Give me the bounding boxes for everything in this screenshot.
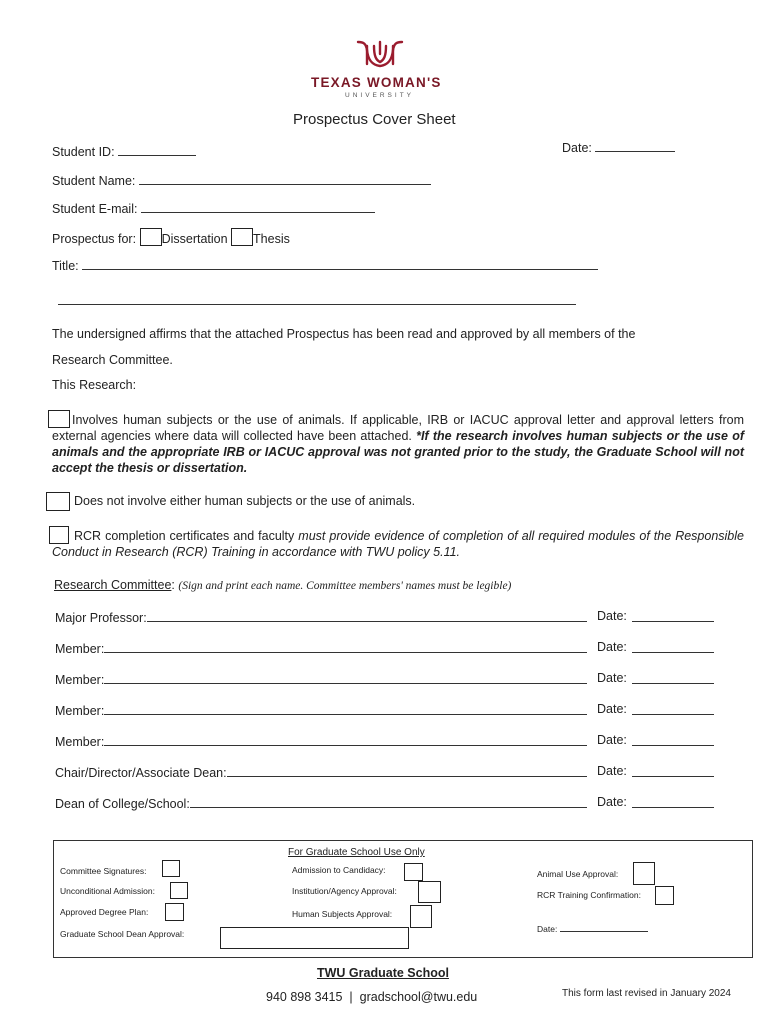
admission-candidacy-label: Admission to Candidacy: bbox=[292, 865, 386, 875]
committee-date-field[interactable] bbox=[632, 764, 714, 777]
committee-signatures-label: Committee Signatures: bbox=[60, 866, 147, 876]
rcr-text bbox=[52, 528, 744, 560]
committee-signature-field[interactable] bbox=[104, 702, 587, 715]
committee-signature-field[interactable] bbox=[104, 640, 587, 653]
dean-approval-label: Graduate School Dean Approval: bbox=[60, 929, 185, 939]
dissertation-label: Dissertation bbox=[161, 232, 228, 246]
footer-email[interactable]: gradschool@twu.edu bbox=[359, 990, 478, 1004]
title-row bbox=[52, 257, 598, 273]
student-id-field[interactable] bbox=[118, 143, 196, 156]
footer-phone: 940 898 3415 bbox=[266, 990, 343, 1004]
committee-signature-field[interactable] bbox=[104, 733, 587, 746]
committee-date-field[interactable] bbox=[632, 733, 714, 746]
dissertation-checkbox[interactable] bbox=[140, 228, 162, 246]
committee-heading: Research Committee bbox=[54, 578, 172, 592]
title-label: Title: bbox=[52, 259, 79, 273]
committee-row bbox=[55, 640, 715, 656]
institution-approval-checkbox[interactable] bbox=[418, 881, 441, 903]
twu-logo-icon bbox=[354, 38, 406, 72]
office-date-row bbox=[537, 923, 648, 934]
footer-separator: | bbox=[349, 990, 353, 1004]
footer-contact bbox=[266, 990, 477, 1004]
committee-row bbox=[55, 671, 715, 687]
student-email-field[interactable] bbox=[141, 200, 375, 213]
footer-revised: This form last revised in January 2024 bbox=[562, 988, 731, 999]
this-research-label: This Research: bbox=[52, 378, 137, 392]
committee-signature-field[interactable] bbox=[147, 609, 587, 622]
committee-role-label: Member: bbox=[55, 735, 105, 749]
title-field-line-2[interactable] bbox=[58, 292, 576, 305]
committee-role-label: Dean of College/School: bbox=[55, 797, 190, 811]
committee-role-label: Member: bbox=[55, 642, 105, 656]
committee-date-label: Date: bbox=[597, 671, 627, 685]
committee-role-label: Member: bbox=[55, 673, 105, 687]
committee-date-label: Date: bbox=[597, 609, 627, 623]
student-email-label: Student E-mail: bbox=[52, 202, 138, 216]
committee-date-label: Date: bbox=[597, 640, 627, 654]
committee-note: (Sign and print each name. Committee members' names must be legible) bbox=[178, 580, 512, 592]
student-id-label: Student ID: bbox=[52, 145, 115, 159]
human-subjects-approval-checkbox[interactable] bbox=[410, 905, 432, 928]
date-field[interactable] bbox=[595, 139, 675, 152]
approved-degree-plan-label: Approved Degree Plan: bbox=[60, 907, 149, 917]
committee-date-field[interactable] bbox=[632, 702, 714, 715]
committee-date-label: Date: bbox=[597, 795, 627, 809]
not-involves-label: Does not involve either human subjects or the use of animals. bbox=[74, 494, 416, 508]
student-name-label: Student Name: bbox=[52, 174, 136, 188]
committee-row bbox=[55, 733, 715, 749]
rcr-training-checkbox[interactable] bbox=[655, 886, 674, 905]
rcr-label: RCR completion certificates and faculty bbox=[74, 529, 295, 543]
animal-use-approval-checkbox[interactable] bbox=[633, 862, 655, 885]
committee-row bbox=[55, 609, 715, 625]
institution-approval-label: Institution/Agency Approval: bbox=[292, 886, 397, 896]
student-email-row bbox=[52, 200, 375, 216]
committee-signature-field[interactable] bbox=[104, 671, 587, 684]
affirmation-line-1: The undersigned affirms that the attached Prospectus has been read and approved by all members of the bbox=[52, 327, 636, 341]
form-title: Prospectus Cover Sheet bbox=[293, 111, 456, 128]
title-field[interactable] bbox=[82, 257, 598, 270]
thesis-checkbox[interactable] bbox=[231, 228, 253, 246]
committee-date-label: Date: bbox=[597, 702, 627, 716]
student-id-row bbox=[52, 143, 196, 159]
committee-heading-row: Research Committee: (Sign and print each name. Committee members' names must be legible) bbox=[54, 578, 512, 592]
committee-role-label: Major Professor: bbox=[55, 611, 147, 625]
committee-signature-field[interactable] bbox=[190, 795, 587, 808]
affirmation-line-2: Research Committee. bbox=[52, 353, 173, 367]
human-subjects-approval-label: Human Subjects Approval: bbox=[292, 909, 393, 919]
date-label: Date: bbox=[562, 141, 592, 155]
university-subtitle: UNIVERSITY bbox=[345, 92, 415, 99]
committee-date-label: Date: bbox=[597, 764, 627, 778]
irb-warning-note: *If the research involves human subjects or the use of animals and the appropriate IRB or IACUC approval was not granted prior to the study, the Graduate School will not accept the thesis or dissertation. bbox=[52, 429, 744, 475]
office-use-heading: For Graduate School Use Only bbox=[288, 847, 425, 858]
involves-subjects-label: Involves human subjects or the use of animals. If applicable, IRB or IACUC approval letter and approval letters from external agencies where data will collected have been attached. bbox=[52, 413, 744, 443]
student-name-row bbox=[52, 172, 431, 188]
committee-role-label: Chair/Director/Associate Dean: bbox=[55, 766, 227, 780]
prospectus-for-label: Prospectus for: bbox=[52, 232, 137, 246]
footer-office-name: TWU Graduate School bbox=[317, 966, 449, 980]
university-name: TEXAS WOMAN'S bbox=[311, 75, 442, 90]
unconditional-admission-label: Unconditional Admission: bbox=[60, 886, 155, 896]
approved-degree-plan-checkbox[interactable] bbox=[165, 903, 184, 921]
committee-row bbox=[55, 764, 715, 780]
rcr-training-label: RCR Training Confirmation: bbox=[537, 890, 641, 900]
committee-row bbox=[55, 795, 715, 811]
thesis-label: Thesis bbox=[253, 232, 290, 246]
committee-date-field[interactable] bbox=[632, 640, 714, 653]
committee-date-label: Date: bbox=[597, 733, 627, 747]
date-row bbox=[562, 139, 675, 155]
committee-date-field[interactable] bbox=[632, 671, 714, 684]
committee-role-label: Member: bbox=[55, 704, 105, 718]
prospectus-for-row bbox=[52, 228, 290, 246]
committee-signatures-checkbox[interactable] bbox=[162, 860, 180, 877]
committee-date-field[interactable] bbox=[632, 609, 714, 622]
office-date-field[interactable] bbox=[560, 923, 648, 932]
involves-subjects-text bbox=[52, 412, 744, 476]
office-date-label: Date: bbox=[537, 924, 558, 934]
student-name-field[interactable] bbox=[139, 172, 431, 185]
committee-date-field[interactable] bbox=[632, 795, 714, 808]
admission-candidacy-checkbox[interactable] bbox=[404, 863, 423, 881]
committee-row bbox=[55, 702, 715, 718]
dean-approval-field[interactable] bbox=[220, 927, 409, 949]
not-involves-checkbox[interactable] bbox=[46, 492, 70, 511]
animal-use-approval-label: Animal Use Approval: bbox=[537, 869, 619, 879]
unconditional-admission-checkbox[interactable] bbox=[170, 882, 188, 899]
committee-signature-field[interactable] bbox=[227, 764, 587, 777]
rcr-requirement: must provide evidence of completion of all required modules of the Responsible Conduct in Research (RCR) Training in accordance with TWU policy 5.11. bbox=[52, 529, 744, 559]
